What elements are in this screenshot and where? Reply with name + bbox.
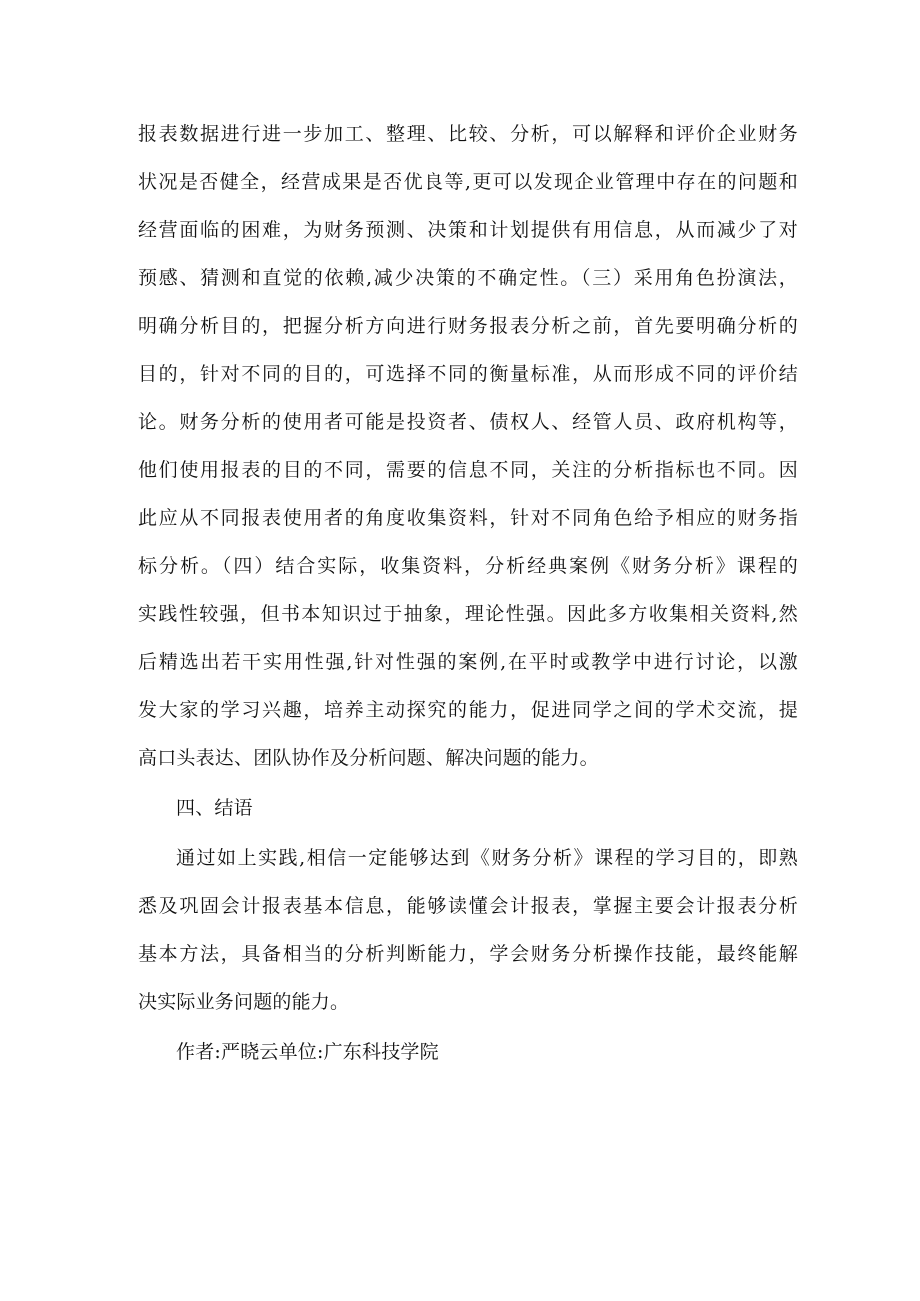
text-line: 论。财务分析的使用者可能是投资者、债权人、经管人员、政府机构等，: [138, 411, 798, 433]
text-line: 目的，针对不同的目的，可选择不同的衡量标准，从而形成不同的评价结: [138, 363, 798, 385]
text-line: 后精选出若干实用性强,针对性强的案例,在平时或教学中进行讨论，以激: [138, 651, 798, 673]
text-line: 悉及巩固会计报表基本信息，能够读懂会计报表，掌握主要会计报表分析: [138, 895, 798, 917]
text-line: 实践性较强，但书本知识过于抽象，理论性强。因此多方收集相关资料,然: [138, 603, 798, 625]
text-line: 明确分析目的，把握分析方向进行财务报表分析之前，首先要明确分析的: [138, 315, 798, 337]
text-line: 状况是否健全，经营成果是否优良等,更可以发现企业管理中存在的问题和: [138, 171, 798, 193]
text-line: 预感、猜测和直觉的依赖,减少决策的不确定性。（三）采用角色扮演法，: [138, 267, 798, 289]
text-line: 标分析。（四）结合实际，收集资料，分析经典案例《财务分析》课程的: [138, 555, 798, 577]
author-affiliation: 作者:严晓云单位:广东科技学院: [176, 1041, 439, 1063]
text-line: 经营面临的困难，为财务预测、决策和计划提供有用信息，从而减少了对: [138, 219, 798, 241]
text-line: 决实际业务问题的能力。: [138, 991, 350, 1013]
text-line: 通过如上实践,相信一定能够达到《财务分析》课程的学习目的，即熟: [176, 847, 798, 869]
text-line: 他们使用报表的目的不同，需要的信息不同，关注的分析指标也不同。因: [138, 459, 798, 481]
text-line: 高口头表达、团队协作及分析问题、解决问题的能力。: [138, 747, 599, 769]
text-line: 此应从不同报表使用者的角度收集资料，针对不同角色给予相应的财务指: [138, 507, 798, 529]
section-heading: 四、结语: [176, 797, 253, 819]
text-line: 报表数据进行进一步加工、整理、比较、分析，可以解释和评价企业财务: [138, 123, 798, 145]
text-line: 发大家的学习兴趣，培养主动探究的能力，促进同学之间的学术交流，提: [138, 699, 798, 721]
text-line: 基本方法，具备相当的分析判断能力，学会财务分析操作技能，最终能解: [138, 943, 798, 965]
